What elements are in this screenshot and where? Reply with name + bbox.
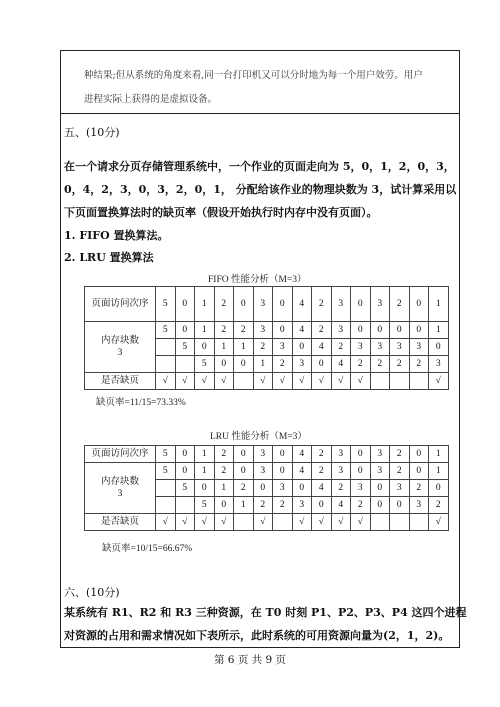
table-cell: 0 [370, 497, 390, 514]
fifo-item: 1. FIFO 置换算法。 [64, 229, 169, 242]
fifo-caption: FIFO 性能分析（M=3） [208, 275, 307, 285]
table-cell: 2 [214, 446, 234, 463]
table-cell: √ [312, 514, 332, 531]
table-cell: √ [253, 514, 273, 531]
table-cell: √ [331, 373, 351, 390]
table-cell: 0 [273, 446, 293, 463]
fifo-memory-count: 3 [117, 348, 123, 358]
table-cell: 3 [370, 287, 390, 322]
table-cell: 2 [214, 287, 234, 322]
table-cell: 1 [429, 446, 449, 463]
table-cell: 2 [331, 480, 351, 497]
page-number: 第 6 页 共 9 页 [213, 654, 287, 666]
table-cell: 1 [214, 339, 234, 356]
table-cell: √ [312, 373, 332, 390]
fifo-table [84, 286, 449, 390]
table-cell: 0 [175, 322, 195, 339]
table-cell: 2 [214, 463, 234, 480]
table-cell: 3 [253, 463, 273, 480]
intro-line-2: 进程实际上获得的是虚拟设备。 [84, 94, 218, 105]
table-cell: 2 [234, 480, 254, 497]
table-cell: 4 [292, 322, 312, 339]
table-cell: 0 [234, 356, 254, 373]
table-cell: 0 [370, 322, 390, 339]
table-cell: 3 [409, 339, 429, 356]
table-cell: 0 [214, 356, 234, 373]
lru-fault-row [85, 514, 449, 531]
table-cell: 3 [273, 339, 293, 356]
table-cell [156, 497, 176, 514]
table-cell: 3 [351, 339, 371, 356]
table-cell [175, 497, 195, 514]
table-cell: 1 [195, 322, 215, 339]
table-cell: √ [273, 373, 293, 390]
table-cell: 3 [331, 446, 351, 463]
table-cell: 0 [175, 463, 195, 480]
table-cell: 4 [331, 497, 351, 514]
table-cell: 0 [195, 339, 215, 356]
fifo-memory-label-text: 内存块数 [100, 336, 139, 346]
table-cell: 2 [409, 356, 429, 373]
table-cell: 0 [409, 287, 429, 322]
lru-header-label: 页面访问次序 [85, 446, 156, 463]
table-cell: 5 [156, 446, 176, 463]
table-cell: 5 [195, 497, 215, 514]
table-cell: 5 [175, 480, 195, 497]
table-cell: 4 [312, 480, 332, 497]
table-cell: 2 [312, 322, 332, 339]
table-cell [370, 373, 390, 390]
table-cell [409, 373, 429, 390]
table-cell: 2 [351, 497, 371, 514]
fifo-block-row-1 [85, 322, 449, 339]
table-cell: 0 [312, 356, 332, 373]
table-cell: 0 [351, 322, 371, 339]
table-cell [273, 514, 293, 531]
table-cell [390, 514, 410, 531]
table-cell: 1 [429, 287, 449, 322]
lru-memory-label-text: 内存块数 [100, 477, 139, 487]
section5-paragraph-line-1: 在一个请求分页存储管理系统中，一个作业的页面走向为 5，0，1，2，0，3， [64, 160, 455, 173]
table-cell: 2 [390, 356, 410, 373]
table-cell: 2 [312, 463, 332, 480]
fifo-pages-row [85, 287, 449, 322]
table-cell: √ [156, 373, 176, 390]
table-cell: 0 [234, 287, 254, 322]
table-cell: 4 [292, 287, 312, 322]
lru-fault-rate: 缺页率=10/15=66.67% [102, 544, 193, 554]
table-cell: 0 [390, 497, 410, 514]
table-cell: 1 [429, 463, 449, 480]
fifo-fault-row [85, 373, 449, 390]
table-cell: 4 [312, 339, 332, 356]
table-cell: 3 [370, 463, 390, 480]
intro-line-1: 种结果;但从系统的角度来看,同一台打印机又可以分时地为每一个用户效劳。用户 [84, 70, 423, 81]
section6-paragraph-line-2: 对资源的占用和需求情况如下表所示，此时系统的可用资源向量为(2，1，2)。 [64, 629, 450, 642]
table-cell: 0 [292, 480, 312, 497]
table-cell: √ [429, 373, 449, 390]
table-cell: 2 [351, 356, 371, 373]
table-cell: 2 [409, 480, 429, 497]
table-cell: 0 [175, 446, 195, 463]
lru-pages-row [85, 446, 449, 463]
section6-paragraph-line-1: 某系统有 R1、R2 和 R3 三种资源，在 T0 时刻 P1、P2、P3、P4 这四个进程 [64, 606, 467, 619]
table-cell: √ [351, 514, 371, 531]
table-cell: 3 [253, 446, 273, 463]
table-cell: 1 [234, 339, 254, 356]
table-cell: 2 [390, 463, 410, 480]
table-cell: 1 [195, 287, 215, 322]
table-cell: 2 [253, 339, 273, 356]
table-cell: 3 [331, 463, 351, 480]
table-cell: √ [214, 373, 234, 390]
table-cell: 2 [390, 446, 410, 463]
table-cell: √ [351, 373, 371, 390]
table-cell: 3 [409, 497, 429, 514]
table-cell [409, 514, 429, 531]
section5-paragraph-line-3: 下页面置换算法时的缺页率（假设开始执行时内存中没有页面）。 [64, 206, 378, 219]
table-cell: 3 [370, 339, 390, 356]
table-cell: 2 [312, 446, 332, 463]
table-cell: 0 [429, 480, 449, 497]
table-cell: 0 [390, 322, 410, 339]
table-cell: √ [156, 514, 176, 531]
fifo-memory-label [85, 322, 156, 373]
table-cell [156, 356, 176, 373]
table-cell: 0 [273, 287, 293, 322]
table-cell: 2 [214, 322, 234, 339]
table-cell: 0 [351, 446, 371, 463]
table-cell: 3 [273, 480, 293, 497]
fifo-fault-label: 是否缺页 [85, 373, 156, 390]
table-cell: 5 [156, 287, 176, 322]
table-cell: 5 [175, 339, 195, 356]
table-cell: 1 [214, 480, 234, 497]
table-cell: 1 [234, 497, 254, 514]
table-cell: 0 [234, 463, 254, 480]
table-cell: √ [253, 373, 273, 390]
table-cell: 2 [273, 356, 293, 373]
table-cell: 1 [195, 446, 215, 463]
table-cell: √ [429, 514, 449, 531]
table-cell: 0 [214, 497, 234, 514]
table-cell: 2 [429, 497, 449, 514]
lru-fault-label: 是否缺页 [85, 514, 156, 531]
table-cell: 4 [292, 446, 312, 463]
table-cell: 3 [429, 356, 449, 373]
lru-item: 2. LRU 置换算法 [64, 251, 154, 264]
lru-table [84, 445, 449, 531]
table-cell [234, 514, 254, 531]
table-cell: 1 [195, 463, 215, 480]
table-cell: 0 [253, 480, 273, 497]
table-cell: √ [175, 514, 195, 531]
table-cell: 2 [370, 356, 390, 373]
table-cell: 3 [253, 322, 273, 339]
table-cell: 5 [156, 463, 176, 480]
table-cell: 0 [292, 339, 312, 356]
table-cell: 3 [331, 322, 351, 339]
table-cell: 2 [331, 339, 351, 356]
table-cell [390, 373, 410, 390]
lru-caption: LRU 性能分析（M=3） [210, 432, 307, 442]
table-cell: √ [292, 514, 312, 531]
table-cell: 2 [234, 322, 254, 339]
lru-memory-label [85, 463, 156, 514]
table-cell: 1 [429, 322, 449, 339]
table-cell: 3 [370, 446, 390, 463]
table-cell: 0 [175, 287, 195, 322]
table-cell: 0 [429, 339, 449, 356]
table-cell: √ [331, 514, 351, 531]
table-cell: 3 [390, 339, 410, 356]
table-cell: √ [195, 514, 215, 531]
table-cell: 0 [409, 446, 429, 463]
table-cell: √ [292, 373, 312, 390]
table-cell: 0 [273, 463, 293, 480]
table-cell: 0 [195, 480, 215, 497]
table-cell: 0 [409, 463, 429, 480]
table-cell: 3 [351, 480, 371, 497]
table-cell [175, 356, 195, 373]
table-cell: 5 [156, 322, 176, 339]
table-cell: 4 [292, 463, 312, 480]
table-cell [156, 480, 176, 497]
table-cell [370, 514, 390, 531]
table-cell: 3 [390, 480, 410, 497]
fifo-header-label: 页面访问次序 [85, 287, 156, 322]
fifo-fault-rate: 缺页率=11/15=73.33% [96, 398, 186, 408]
table-cell: √ [214, 514, 234, 531]
table-cell: 5 [195, 356, 215, 373]
table-cell: 3 [253, 287, 273, 322]
section6-heading: 六、(10分) [64, 586, 120, 599]
table-cell: 0 [312, 497, 332, 514]
table-cell: √ [175, 373, 195, 390]
table-cell: 0 [273, 322, 293, 339]
section5-paragraph-line-2: 0，4，2，3，0，3，2，0，1， 分配给该作业的物理块数为 3，试计算采用以 [64, 183, 457, 196]
table-cell: 1 [253, 356, 273, 373]
table-cell: 2 [253, 497, 273, 514]
section5-heading: 五、(10分) [64, 126, 120, 139]
section-divider [60, 113, 460, 114]
table-cell: 2 [390, 287, 410, 322]
table-cell: 0 [234, 446, 254, 463]
table-cell: 2 [312, 287, 332, 322]
table-cell: 3 [331, 287, 351, 322]
table-cell: 4 [331, 356, 351, 373]
table-cell: 0 [370, 480, 390, 497]
table-cell [234, 373, 254, 390]
table-cell: 0 [351, 463, 371, 480]
table-cell [156, 339, 176, 356]
table-cell: 3 [292, 497, 312, 514]
table-cell: 3 [292, 356, 312, 373]
table-cell: √ [195, 373, 215, 390]
table-cell: 0 [409, 322, 429, 339]
table-cell: 0 [351, 287, 371, 322]
table-cell: 2 [273, 497, 293, 514]
lru-memory-count: 3 [117, 489, 123, 499]
lru-block-row-1 [85, 463, 449, 480]
